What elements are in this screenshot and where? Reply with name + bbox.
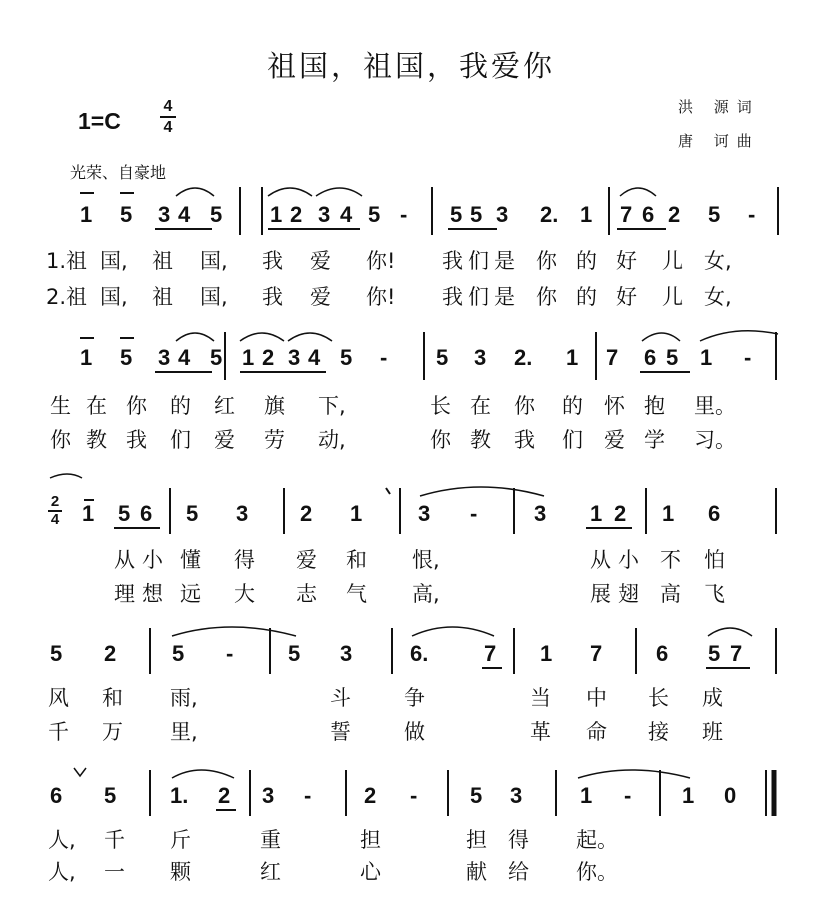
note: 6 [140, 501, 153, 526]
lyric: 生 [50, 394, 71, 418]
lyric: 和 [102, 686, 123, 710]
lyric: 重 [260, 828, 281, 852]
note: 5 [666, 345, 679, 370]
lyric: 的 [576, 249, 597, 273]
note: 2 [262, 345, 275, 370]
lyric: 争 [404, 686, 425, 710]
note: 1 [350, 501, 363, 526]
lyric: 革 [530, 720, 551, 744]
note: 2 [614, 501, 627, 526]
lyric: 小 [618, 548, 639, 572]
lyric: 你 [430, 428, 451, 452]
note: 5 [368, 202, 381, 227]
note: - [624, 783, 632, 808]
time-signature-denominator: 4 [163, 119, 173, 136]
time-signature-denominator: 4 [50, 511, 60, 528]
lyric: 千 [48, 720, 69, 744]
note: 5 [470, 783, 483, 808]
note: 2 [104, 641, 117, 666]
lyric: 大 [234, 582, 255, 606]
lyric: 给 [508, 860, 529, 884]
note: - [226, 641, 234, 666]
lyric: 的 [562, 394, 583, 418]
lyric: 抱 [644, 394, 665, 418]
note: 4 [178, 345, 191, 370]
note: 4 [178, 202, 191, 227]
lyric: 小 [142, 548, 163, 572]
lyric: 你 [50, 428, 71, 452]
note: 2 [364, 783, 377, 808]
note: - [410, 783, 418, 808]
lyric: 担 [466, 828, 487, 852]
lyric: 里。 [694, 394, 736, 418]
lyric: 下, [318, 394, 346, 418]
note: 2. [514, 345, 533, 370]
lyric: 誓 [330, 720, 351, 744]
note: 1 [580, 202, 593, 227]
note: 5 [120, 202, 133, 227]
note: 1 [80, 202, 93, 227]
lyric: 志 [296, 582, 317, 606]
note: 3 [534, 501, 547, 526]
lyric: 女, [704, 285, 732, 309]
lyric: 1.祖 [46, 249, 88, 273]
lyric: 想 [142, 582, 163, 606]
lyric: 风 [48, 686, 69, 710]
note: 6 [50, 783, 63, 808]
lyric: 心 [360, 860, 381, 884]
note: 5 [172, 641, 185, 666]
lyric: 命 [586, 720, 607, 744]
lyric: 国, [200, 285, 228, 309]
note: 7 [590, 641, 603, 666]
lyric: 的 [576, 285, 597, 309]
lyric: 们 [468, 249, 489, 273]
tempo-marking: 光荣、自豪地 [70, 163, 167, 182]
note: 1 [662, 501, 675, 526]
lyric: 成 [702, 686, 723, 710]
lyric: 你! [366, 285, 396, 309]
note: 3 [158, 202, 171, 227]
note: 3 [236, 501, 249, 526]
note: 2 [300, 501, 313, 526]
lyric: 万 [102, 720, 123, 744]
note: 7 [484, 641, 497, 666]
lyric: 是 [494, 285, 515, 309]
lyric: 一 [104, 860, 125, 884]
lyric: 千 [104, 828, 125, 852]
note: 6 [656, 641, 669, 666]
note: 3 [418, 501, 431, 526]
note: - [400, 202, 408, 227]
lyric: 祖 [152, 285, 173, 309]
note: 6. [410, 641, 429, 666]
note: 5 [450, 202, 463, 227]
lyric: 爱 [296, 548, 317, 572]
note: 6 [708, 501, 721, 526]
lyric: 红 [214, 394, 235, 418]
note: 0 [724, 783, 737, 808]
lyric: 你 [514, 394, 535, 418]
lyric: 劳 [264, 428, 285, 452]
lyric: 儿 [662, 249, 683, 273]
lyric: 是 [494, 249, 515, 273]
lyric: 班 [702, 720, 723, 744]
lyric: 爱 [310, 249, 331, 273]
lyric: 起。 [576, 828, 618, 852]
lyric: 斗 [330, 686, 351, 710]
lyric: 理 [114, 582, 135, 606]
note: 1 [540, 641, 553, 666]
lyric: 我 [442, 285, 463, 309]
lyric: 们 [562, 428, 583, 452]
note: 1 [80, 345, 93, 370]
note: 6 [644, 345, 657, 370]
note: 3 [474, 345, 487, 370]
lyric: 动, [318, 428, 346, 452]
note: 5 [436, 345, 449, 370]
lyric: 得 [234, 548, 255, 572]
note: - [304, 783, 312, 808]
lyric: 在 [470, 394, 491, 418]
lyric: 和 [346, 548, 367, 572]
lyric: 国, [200, 249, 228, 273]
lyric: 里, [170, 720, 198, 744]
lyric: 高, [412, 582, 440, 606]
lyric: 接 [648, 720, 669, 744]
lyric: 献 [466, 860, 487, 884]
lyric: 懂 [180, 548, 201, 572]
note: 5 [288, 641, 301, 666]
lyricist-credit: 洪 源词 [678, 98, 760, 116]
note: 3 [510, 783, 523, 808]
lyric: 飞 [704, 582, 725, 606]
lyric: 人, [48, 860, 76, 884]
note: 5 [210, 345, 223, 370]
note: 1 [700, 345, 713, 370]
lyric: 我 [262, 285, 283, 309]
lyric: 2.祖 [46, 285, 88, 309]
note: 5 [120, 345, 133, 370]
note: 5 [708, 641, 721, 666]
lyric: 你 [536, 249, 557, 273]
lyric: 习。 [694, 428, 736, 452]
note: 5 [186, 501, 199, 526]
note: - [748, 202, 756, 227]
note: 5 [708, 202, 721, 227]
lyric: 你 [126, 394, 147, 418]
song-title: 祖国，祖国，我爱你 [266, 49, 555, 83]
note: 5 [210, 202, 223, 227]
lyric: 气 [346, 582, 367, 606]
note: 3 [496, 202, 509, 227]
note: 5 [118, 501, 131, 526]
lyric: 展 [590, 582, 611, 606]
lyric: 好 [616, 249, 637, 273]
lyric: 翅 [618, 582, 639, 606]
lyric: 红 [260, 860, 281, 884]
note: 2. [540, 202, 559, 227]
lyric: 的 [170, 394, 191, 418]
note: 3 [318, 202, 331, 227]
lyric: 恨, [412, 548, 440, 572]
note: 2 [218, 783, 231, 808]
lyric: 颗 [170, 860, 191, 884]
lyric: 不 [660, 548, 681, 572]
lyric: 当 [530, 686, 551, 710]
note: 3 [340, 641, 353, 666]
note: 2 [290, 202, 303, 227]
lyric: 你。 [576, 860, 618, 884]
lyric: 们 [170, 428, 191, 452]
note: - [470, 501, 478, 526]
lyric: 国, [100, 285, 128, 309]
composer-credit: 唐 诃曲 [678, 132, 760, 150]
note: 1 [242, 345, 255, 370]
note: 1 [566, 345, 579, 370]
note: 1. [170, 783, 189, 808]
note: 2 [668, 202, 681, 227]
note: 7 [620, 202, 633, 227]
lyric: 我 [126, 428, 147, 452]
note: 5 [104, 783, 117, 808]
lyric: 好 [616, 285, 637, 309]
lyric: 得 [508, 828, 529, 852]
time-signature-numerator: 2 [50, 493, 60, 510]
lyric: 们 [468, 285, 489, 309]
note: 7 [606, 345, 619, 370]
lyric: 我 [514, 428, 535, 452]
note: 4 [340, 202, 353, 227]
lyric: 我 [262, 249, 283, 273]
note: 1 [580, 783, 593, 808]
lyric: 高 [660, 582, 681, 606]
lyric: 旗 [264, 394, 285, 418]
lyric: 爱 [310, 285, 331, 309]
note: 5 [470, 202, 483, 227]
lyric: 在 [86, 394, 107, 418]
lyric: 远 [180, 582, 201, 606]
note: 3 [158, 345, 171, 370]
lyric: 爱 [214, 428, 235, 452]
lyric: 我 [442, 249, 463, 273]
note: 7 [730, 641, 743, 666]
note: 6 [642, 202, 655, 227]
lyric: 教 [86, 428, 107, 452]
lyric: 长 [648, 686, 669, 710]
lyric: 从 [590, 548, 611, 572]
time-signature-numerator: 4 [163, 98, 173, 115]
note: 1 [270, 202, 283, 227]
note: 3 [288, 345, 301, 370]
note: 1 [82, 501, 95, 526]
lyric: 你! [366, 249, 396, 273]
lyric: 人, [48, 828, 76, 852]
lyric: 学 [644, 428, 665, 452]
lyric: 做 [404, 720, 425, 744]
note: - [380, 345, 388, 370]
note: 1 [590, 501, 603, 526]
note: 1 [682, 783, 695, 808]
note: 5 [340, 345, 353, 370]
lyric: 怕 [704, 548, 725, 572]
note: - [744, 345, 752, 370]
lyric: 怀 [604, 394, 625, 418]
lyric: 雨, [170, 686, 198, 710]
lyric: 长 [430, 394, 451, 418]
lyric: 祖 [152, 249, 173, 273]
note: 4 [308, 345, 321, 370]
lyric: 女, [704, 249, 732, 273]
lyric: 斤 [170, 828, 191, 852]
lyric: 你 [536, 285, 557, 309]
lyric: 教 [470, 428, 491, 452]
note: 5 [50, 641, 63, 666]
key-signature: 1=C [78, 108, 121, 134]
lyric: 儿 [662, 285, 683, 309]
lyric: 国, [100, 249, 128, 273]
note: 3 [262, 783, 275, 808]
lyric: 从 [114, 548, 135, 572]
lyric: 担 [360, 828, 381, 852]
lyric: 爱 [604, 428, 625, 452]
lyric: 中 [586, 686, 607, 710]
